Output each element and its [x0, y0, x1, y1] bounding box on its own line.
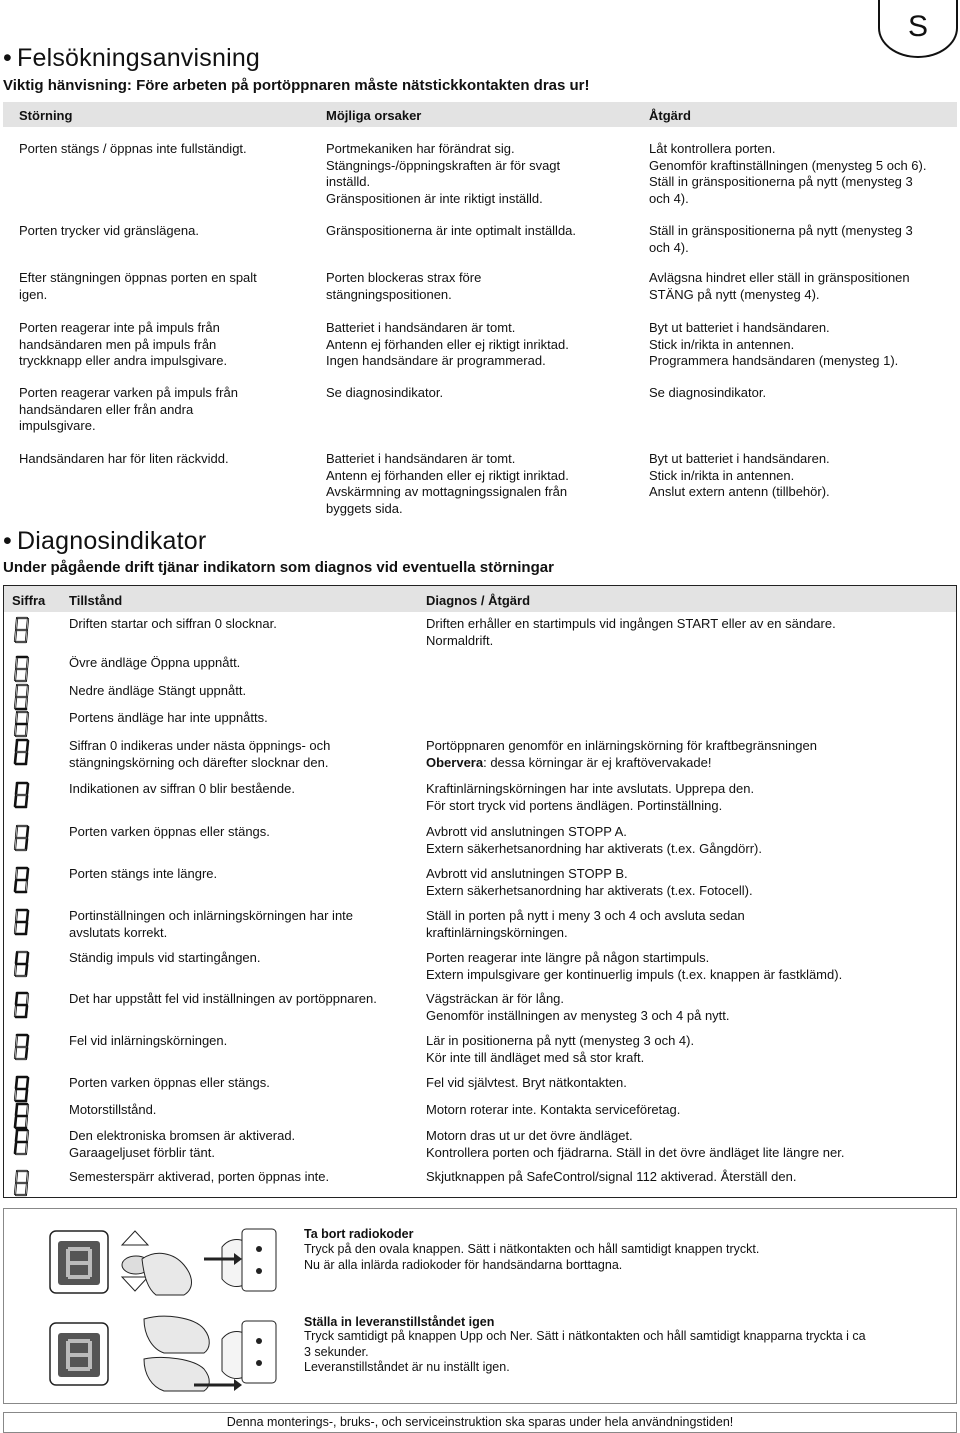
seven-segment-digit-icon — [12, 1075, 32, 1103]
action-cell: Se diagnosindikator. — [649, 385, 767, 400]
warning-text: Viktig hänvisning: Före arbeten på portöppnaren måste nätstickkontakten dras ur! — [3, 77, 590, 94]
cause-cell: Portmekaniken har förändrat sig. Stängnings-/öppningskraften är för svagt inställd. Gränspositionen är inte riktigt inställd. — [326, 141, 561, 206]
diagnosis-emphasis: Obervera — [426, 754, 484, 770]
block2-text: Tryck samtidigt på knappen Upp och Ner. Sätt i nätkontakten och håll samtidigt knapparna tryckta i ca 3 sekunder. Leveranstillståndet är nu inställt igen. — [304, 1329, 866, 1374]
seven-segment-digit-icon — [12, 1128, 32, 1156]
block1-text: Tryck på den ovala knappen. Sätt i nätkontakten och håll samtidigt knappen tryckt. Nu är alla inlärda radiokoder för handsändarna borttagna. — [304, 1242, 760, 1272]
diagnosis-cell: Lär in positionerna på nytt (menysteg 3 och 4). Kör inte till ändläget med så stor kraft. — [426, 1033, 695, 1065]
seven-segment-digit-icon — [12, 655, 32, 683]
cause-cell: Batteriet i handsändaren är tomt. Antenn ej förhanden eller ej riktigt inriktad. Ingen handsändare är programmerad. — [326, 320, 569, 368]
seven-segment-digit-icon — [12, 1169, 32, 1197]
diagnosis-cell: Skjutknappen på SafeControl/signal 112 aktiverad. Återställ den. — [426, 1169, 797, 1184]
remove-codes-illustration — [44, 1219, 284, 1299]
fault-cell: Porten reagerar inte på impuls från handsändaren men på impuls från tryckknapp eller andra impulsgivare. — [19, 320, 228, 368]
reset-instructions-panel — [3, 1208, 957, 1404]
header-cause: Möjliga orsaker — [326, 108, 422, 123]
state-cell: Det har uppstått fel vid inställningen av portöppnaren. — [69, 991, 377, 1006]
fault-cell: Efter stängningen öppnas porten en spalt igen. — [19, 270, 257, 302]
action-cell: Låt kontrollera porten. Genomför kraftinställningen (menysteg 5 och 6). Ställ in gränspositionerna på nytt (menysteg 3 och 4). — [649, 141, 927, 206]
table-header — [3, 102, 957, 127]
state-cell: Porten stängs inte längre. — [69, 866, 218, 881]
seven-segment-digit-icon — [12, 781, 32, 809]
state-cell: Portinställningen och inlärningskörningen har inte avslutats korrekt. — [69, 908, 354, 940]
diagnosis-cell: Vägsträckan är för lång. Genomför inställningen av menysteg 3 och 4 på nytt. — [426, 991, 730, 1023]
action-cell: Ställ in gränspositionerna på nytt (menysteg 3 och 4). — [649, 223, 913, 255]
seven-segment-digit-icon — [12, 1102, 32, 1130]
diagnosis-cell: Driften erhåller en startimpuls vid ingången START eller av en sändare. Normaldrift. — [426, 616, 836, 648]
seven-segment-digit-icon — [12, 908, 32, 936]
factory-reset-illustration — [44, 1309, 284, 1395]
action-cell: Avlägsna hindret eller ställ in gränspositionen STÄNG på nytt (menysteg 4). — [649, 270, 910, 302]
seven-segment-digit-icon — [12, 683, 32, 711]
state-cell: Portens ändläge har inte uppnåtts. — [69, 710, 268, 725]
state-cell: Driften startar och siffran 0 slocknar. — [69, 616, 277, 631]
state-cell: Nedre ändläge Stängt uppnått. — [69, 683, 247, 698]
state-cell: Den elektroniska bromsen är aktiverad. Garaageljuset förblir tänt. — [69, 1128, 296, 1160]
section-title-troubleshooting: • Felsökningsanvisning — [3, 44, 261, 72]
state-cell: Fel vid inlärningskörningen. — [69, 1033, 228, 1048]
block2-title: Ställa in leveranstillståndet igen — [304, 1315, 495, 1329]
header-action: Åtgärd — [649, 108, 691, 123]
state-cell: Semesterspärr aktiverad, porten öppnas inte. — [69, 1169, 330, 1184]
seven-segment-digit-icon — [12, 738, 32, 766]
cause-cell: Porten blockeras strax före stängningspositionen. — [326, 270, 482, 302]
header-fault: Störning — [19, 108, 73, 123]
cause-cell: Se diagnosindikator. — [326, 385, 444, 400]
seven-segment-digit-icon — [12, 616, 32, 644]
state-cell: Porten varken öppnas eller stängs. — [69, 1075, 270, 1090]
cause-cell: Gränspositionerna är inte optimalt inställda. — [326, 223, 577, 238]
fault-cell: Porten trycker vid gränslägena. — [19, 223, 199, 238]
state-cell: Ständig impuls vid startingången. — [69, 950, 261, 965]
seven-segment-digit-icon — [12, 710, 32, 738]
state-cell: Övre ändläge Öppna uppnått. — [69, 655, 241, 670]
seven-segment-digit-icon — [12, 950, 32, 978]
diagnosis-cell: Avbrott vid anslutningen STOPP A. Extern säkerhetsanordning har aktiverats (t.ex. Gångdörr). — [426, 824, 762, 856]
diagnosis-tail: : dessa körningar är ej kraftövervakade! — [483, 754, 712, 770]
fault-cell: Handsändaren har för liten räckvidd. — [19, 451, 229, 466]
diagnostics-subtitle: Under pågående drift tjänar indikatorn som diagnos vid eventuella störningar — [3, 559, 554, 576]
language-badge: S — [878, 0, 958, 58]
troubleshooting-table — [3, 102, 957, 522]
action-cell: Byt ut batteriet i handsändaren. Stick in/rikta in antennen. Anslut extern antenn (tillbehör). — [649, 451, 830, 499]
diagnosis-cell: Porten reagerar inte längre på någon startimpuls. Extern impulsgivare ger kontinuerlig impuls (t.ex. knappen är fastklämd). — [426, 950, 843, 982]
diagnosis-cell: Motorn dras ut ur det övre ändläget. Kontrollera porten och fjädrarna. Ställ in det övre ändläget lite längre ner. — [426, 1128, 845, 1160]
header-digit: Siffra — [12, 593, 46, 608]
header-state: Tillstånd — [69, 593, 123, 608]
fault-cell: Porten stängs / öppnas inte fullständigt. — [19, 141, 247, 156]
diagnosis-cell: Motorn roterar inte. Kontakta serviceföretag. — [426, 1102, 681, 1117]
diagnosis-cell: Fel vid självtest. Bryt nätkontakten. — [426, 1075, 627, 1090]
section-title-diagnostics: • Diagnosindikator — [3, 527, 207, 555]
diagnostics-table — [3, 585, 957, 1198]
table-header — [4, 586, 956, 612]
state-cell: Siffran 0 indikeras under nästa öppnings- och stängningskörning och därefter slocknar den. — [69, 738, 331, 770]
header-diagnosis: Diagnos / Åtgärd — [426, 593, 531, 608]
diagnosis-cell: Kraftinlärningskörningen har inte avslutats. Upprepa den. För stort tryck vid portens ändlägen. Portinställning. — [426, 781, 755, 813]
state-cell: Indikationen av siffran 0 blir bestående. — [69, 781, 295, 796]
seven-segment-digit-icon — [12, 824, 32, 852]
action-cell: Byt ut batteriet i handsändaren. Stick in/rikta in antennen. Programmera handsändaren (menysteg 1). — [649, 320, 899, 368]
footer-note: Denna monterings-, bruks-, och serviceinstruktion ska sparas under hela användningstiden! — [3, 1412, 957, 1433]
state-cell: Porten varken öppnas eller stängs. — [69, 824, 270, 839]
state-cell: Motorstillstånd. — [69, 1102, 157, 1117]
diagnosis-cell — [426, 738, 951, 771]
diagnosis-cell: Ställ in porten på nytt i meny 3 och 4 och avsluta sedan kraftinlärningskörningen. — [426, 908, 745, 940]
diagnosis-text: Portöppnaren genomför en inlärningskörning för kraftbegränsningen — [426, 738, 817, 753]
seven-segment-digit-icon — [12, 991, 32, 1019]
cause-cell: Batteriet i handsändaren är tomt. Antenn ej förhanden eller ej riktigt inriktad. Avskärmning av mottagningssignalen från byggets sida. — [326, 451, 569, 516]
diagnosis-cell: Avbrott vid anslutningen STOPP B. Extern säkerhetsanordning har aktiverats (t.ex. Fotocell). — [426, 866, 753, 898]
seven-segment-digit-icon — [12, 866, 32, 894]
seven-segment-digit-icon — [12, 1033, 32, 1061]
block1-title: Ta bort radiokoder — [304, 1227, 414, 1241]
fault-cell: Porten reagerar varken på impuls från handsändaren eller från andra impulsgivare. — [19, 385, 238, 433]
